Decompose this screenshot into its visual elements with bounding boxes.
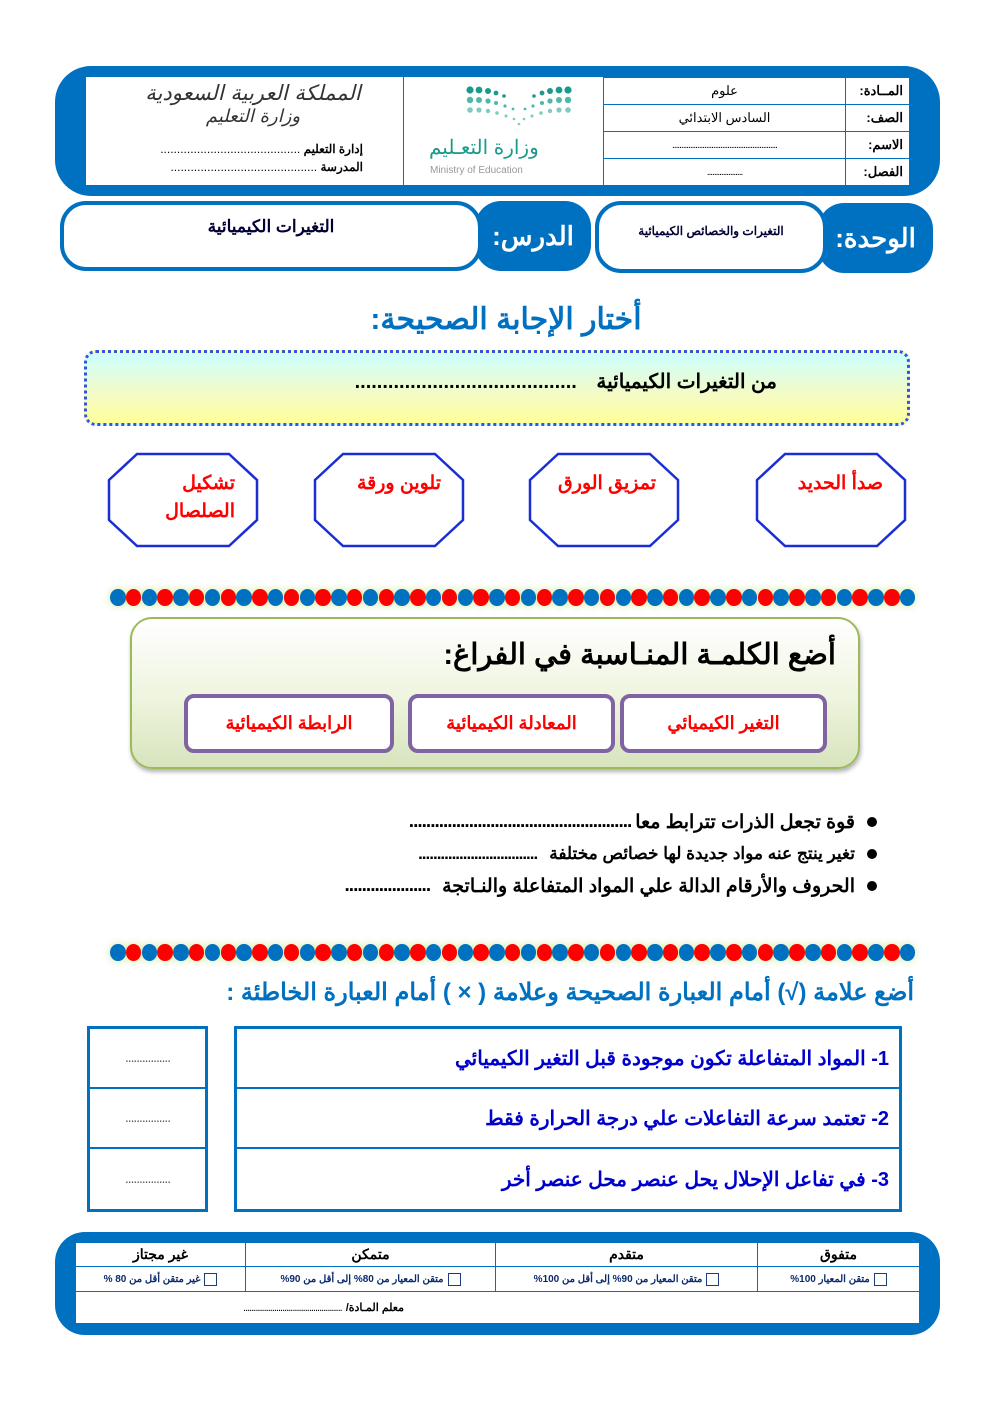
mcq-question-box bbox=[84, 350, 910, 426]
kingdom-block bbox=[85, 77, 403, 185]
bead-dot bbox=[726, 944, 742, 961]
bead-dot bbox=[252, 589, 268, 606]
grade-label: الصف: bbox=[846, 105, 910, 132]
bead-dot bbox=[900, 589, 916, 606]
ministry-title: وزارة التعليم bbox=[205, 106, 301, 127]
student-info-table bbox=[603, 77, 910, 186]
school-label: المدرسة bbox=[320, 160, 363, 174]
bead-dot bbox=[694, 944, 710, 961]
level-excellent: متفوق bbox=[758, 1243, 920, 1267]
tf-answer-3[interactable]: ................ bbox=[124, 1172, 171, 1186]
bead-dot bbox=[157, 944, 173, 961]
level-advanced: متقدم bbox=[496, 1243, 758, 1267]
bead-dot bbox=[284, 589, 300, 606]
level-proficient: متمكن bbox=[246, 1243, 496, 1267]
bead-dot bbox=[489, 944, 505, 961]
criterion-text: متقن المعيار من 80% إلى أقل من 90% bbox=[280, 1273, 444, 1285]
bead-dot bbox=[410, 589, 426, 606]
info-row-grade bbox=[604, 105, 910, 132]
bead-dot bbox=[521, 944, 537, 961]
rubric-criteria-row bbox=[76, 1267, 920, 1292]
student-info bbox=[603, 77, 910, 185]
lesson-label: الدرس: bbox=[475, 201, 591, 271]
bead-dot bbox=[679, 944, 695, 961]
checkbox-advanced[interactable] bbox=[706, 1273, 719, 1286]
bead-dot bbox=[331, 589, 347, 606]
bead-dot bbox=[142, 944, 158, 961]
tf-statement-1: 1- المواد المتفاعلة تكون موجودة قبل التغير الكيميائي bbox=[237, 1029, 899, 1089]
grade-value: السادس الابتدائي bbox=[604, 105, 846, 132]
bead-dot bbox=[694, 589, 710, 606]
name-label: الاسم: bbox=[846, 132, 910, 159]
tf-answers-table bbox=[87, 1026, 208, 1212]
fill-item bbox=[157, 805, 877, 839]
education-admin-field[interactable]: .......................................... bbox=[160, 142, 301, 156]
criterion-text: غير متقن أقل من 80 % bbox=[103, 1273, 201, 1285]
mcq-option-2[interactable] bbox=[528, 452, 680, 548]
mcq-option-label: صدأ الحديد bbox=[797, 473, 883, 494]
criterion-excellent bbox=[758, 1267, 920, 1292]
rubric-panel bbox=[75, 1242, 920, 1324]
unit-label: الوحدة: bbox=[818, 203, 933, 273]
mcq-answer-blank[interactable]: ........................................ bbox=[354, 371, 577, 393]
bead-dot bbox=[600, 944, 616, 961]
fill-item-text: قوة تجعل الذرات تترابط معا bbox=[635, 811, 855, 833]
ministry-logo bbox=[403, 77, 603, 185]
bead-dot bbox=[221, 589, 237, 606]
bead-dot bbox=[900, 944, 916, 961]
ministry-logo-icon bbox=[464, 85, 574, 129]
bead-divider bbox=[110, 940, 918, 964]
bead-dot bbox=[773, 589, 789, 606]
bead-dot bbox=[442, 944, 458, 961]
bead-dot bbox=[394, 944, 410, 961]
bead-dot bbox=[758, 944, 774, 961]
mcq-option-label: تلوين ورقة bbox=[356, 473, 441, 494]
tf-statement-3: 3- في تفاعل الإحلال يحل عنصر محل عنصر أخر bbox=[501, 1168, 889, 1191]
bead-dot bbox=[789, 944, 805, 961]
bullet-icon bbox=[867, 817, 877, 827]
fill-item-blank[interactable]: .................................................... bbox=[408, 811, 632, 832]
bead-dot bbox=[221, 944, 237, 961]
tf-section-title: أضع علامة (√) أمام العبارة الصحيحة وعلامة ( × ) أمام العبارة الخاطئة : bbox=[226, 979, 914, 1006]
bead-dot bbox=[758, 589, 774, 606]
word-chip-chemical-equation[interactable]: المعادلة الكيميائية bbox=[408, 694, 615, 753]
criterion-text: متقن المعيار 100% bbox=[790, 1273, 870, 1285]
education-admin-line bbox=[160, 142, 363, 156]
bead-dot bbox=[126, 589, 142, 606]
bead-dot bbox=[552, 944, 568, 961]
bead-dot bbox=[315, 589, 331, 606]
teacher-field[interactable]: ................................................ bbox=[243, 1301, 342, 1314]
fill-section-title: أضع الكلمـة المنـاسبة في الفراغ: bbox=[443, 639, 836, 671]
bead-dot bbox=[584, 944, 600, 961]
bead-dot bbox=[268, 944, 284, 961]
bead-dot bbox=[205, 589, 221, 606]
bead-dot bbox=[505, 589, 521, 606]
bullet-icon bbox=[867, 849, 877, 859]
tf-statements-table bbox=[234, 1026, 902, 1212]
bead-dot bbox=[315, 944, 331, 961]
level-not-passed: غير مجتاز bbox=[76, 1243, 246, 1267]
mcq-option-label: تمزيق الورق bbox=[558, 473, 656, 494]
bead-dot bbox=[600, 589, 616, 606]
teacher-label: معلم المـادة/ bbox=[345, 1302, 404, 1314]
bead-dot bbox=[537, 944, 553, 961]
bead-dot bbox=[458, 589, 474, 606]
criterion-not-passed bbox=[76, 1267, 246, 1292]
subject-label: المــادة: bbox=[846, 78, 910, 105]
tf-answer-2[interactable]: ................ bbox=[90, 1089, 205, 1149]
bead-dot bbox=[837, 589, 853, 606]
rubric-table bbox=[75, 1242, 920, 1292]
bead-dot bbox=[616, 589, 632, 606]
fill-item-text: الحروف والأرقام الدالة علي المواد المتفاعلة والنـاتجة bbox=[442, 875, 855, 897]
bead-dot bbox=[805, 589, 821, 606]
bead-dot bbox=[663, 944, 679, 961]
bead-dot bbox=[363, 944, 379, 961]
bead-dot bbox=[347, 589, 363, 606]
mcq-option-label: تشكيل الصلصال bbox=[165, 473, 235, 522]
info-row-class bbox=[604, 159, 910, 186]
bead-dot bbox=[379, 944, 395, 961]
bead-dot bbox=[773, 944, 789, 961]
info-row-subject bbox=[604, 78, 910, 105]
bead-dot bbox=[679, 589, 695, 606]
class-field[interactable]: .................... bbox=[604, 159, 846, 186]
fill-item-text: تغير ينتج عنه مواد جديدة لها خصائص مختلفة bbox=[549, 844, 855, 863]
bead-dot bbox=[379, 589, 395, 606]
bead-dot bbox=[347, 944, 363, 961]
bead-dot bbox=[458, 944, 474, 961]
bead-dot bbox=[394, 589, 410, 606]
checkbox-excellent[interactable] bbox=[874, 1273, 887, 1286]
bead-dot bbox=[157, 589, 173, 606]
bead-dot bbox=[584, 589, 600, 606]
bead-dot bbox=[205, 944, 221, 961]
bullet-icon bbox=[867, 881, 877, 891]
bead-dot bbox=[710, 944, 726, 961]
bead-dot bbox=[647, 589, 663, 606]
bead-dot bbox=[789, 589, 805, 606]
bead-dot bbox=[284, 944, 300, 961]
logo-arabic-text: وزارة التعـليم bbox=[429, 137, 539, 159]
bead-dot bbox=[363, 589, 379, 606]
bead-dot bbox=[821, 589, 837, 606]
fill-item bbox=[157, 869, 877, 903]
bead-dot bbox=[505, 944, 521, 961]
header-panel bbox=[84, 76, 911, 186]
word-chip-chemical-change[interactable]: التغير الكيميائي bbox=[620, 694, 827, 753]
bead-dot bbox=[647, 944, 663, 961]
bead-dot bbox=[631, 589, 647, 606]
bead-dot bbox=[884, 944, 900, 961]
bead-divider bbox=[110, 585, 918, 609]
criterion-proficient bbox=[246, 1267, 496, 1292]
bead-dot bbox=[173, 944, 189, 961]
checkbox-proficient[interactable] bbox=[448, 1273, 461, 1286]
lesson-value: التغيرات الكيميائية bbox=[60, 201, 482, 271]
kingdom-title: المملكة العربية السعودية bbox=[145, 81, 361, 105]
subject-value: علوم bbox=[604, 78, 846, 105]
bead-dot bbox=[300, 944, 316, 961]
bead-dot bbox=[410, 944, 426, 961]
bead-dot bbox=[442, 589, 458, 606]
bead-dot bbox=[726, 589, 742, 606]
bead-dot bbox=[884, 589, 900, 606]
fill-item-blank[interactable]: .................... bbox=[344, 875, 431, 896]
name-field[interactable]: ........................................................... bbox=[604, 132, 846, 159]
fill-item-blank[interactable]: ................................ bbox=[418, 844, 538, 863]
bead-dot bbox=[663, 589, 679, 606]
school-field[interactable]: ............................................ bbox=[170, 160, 318, 174]
bead-dot bbox=[821, 944, 837, 961]
fill-list bbox=[157, 805, 877, 903]
bead-dot bbox=[742, 944, 758, 961]
bead-dot bbox=[110, 944, 126, 961]
tf-answer-1[interactable]: ................ bbox=[90, 1029, 205, 1089]
class-label: الفصل: bbox=[846, 159, 910, 186]
bead-dot bbox=[742, 589, 758, 606]
bead-dot bbox=[189, 944, 205, 961]
mcq-question bbox=[355, 369, 777, 394]
mcq-option-3[interactable] bbox=[313, 452, 465, 548]
bead-dot bbox=[868, 589, 884, 606]
word-chip-chemical-bond[interactable]: الرابطة الكيميائية bbox=[184, 694, 394, 753]
bead-dot bbox=[268, 589, 284, 606]
bead-dot bbox=[852, 944, 868, 961]
bead-dot bbox=[473, 589, 489, 606]
bead-dot bbox=[837, 944, 853, 961]
mcq-section-title: أختار الإجابة الصحيحة: bbox=[370, 303, 642, 336]
mcq-question-text: من التغيرات الكيميائية bbox=[596, 371, 777, 393]
bead-dot bbox=[426, 589, 442, 606]
bead-dot bbox=[868, 944, 884, 961]
tf-statement-2: 2- تعتمد سرعة التفاعلات علي درجة الحرارة فقط bbox=[237, 1089, 899, 1149]
bead-dot bbox=[331, 944, 347, 961]
bead-dot bbox=[252, 944, 268, 961]
bead-dot bbox=[236, 589, 252, 606]
checkbox-not-passed[interactable] bbox=[204, 1273, 217, 1286]
bead-dot bbox=[300, 589, 316, 606]
bead-dot bbox=[189, 589, 205, 606]
bead-dot bbox=[852, 589, 868, 606]
bead-dot bbox=[236, 944, 252, 961]
bead-dot bbox=[805, 944, 821, 961]
rubric-heading-row bbox=[76, 1243, 920, 1267]
school-line bbox=[170, 160, 363, 174]
education-admin-label: إدارة التعليم bbox=[303, 142, 363, 156]
criterion-text: متقن المعيار من 90% إلى أقل من 100% bbox=[533, 1273, 703, 1285]
fill-item bbox=[157, 839, 877, 869]
bead-dot bbox=[710, 589, 726, 606]
mcq-option-1[interactable] bbox=[755, 452, 907, 548]
kingdom-emblem-text bbox=[123, 81, 383, 129]
mcq-option-4[interactable] bbox=[107, 452, 259, 548]
criterion-advanced bbox=[496, 1267, 758, 1292]
bead-dot bbox=[426, 944, 442, 961]
bead-dot bbox=[521, 589, 537, 606]
bead-dot bbox=[142, 589, 158, 606]
bead-dot bbox=[537, 589, 553, 606]
teacher-signature-row bbox=[75, 1292, 920, 1324]
bead-dot bbox=[616, 944, 632, 961]
bead-dot bbox=[631, 944, 647, 961]
bead-dot bbox=[489, 589, 505, 606]
bead-dot bbox=[173, 589, 189, 606]
info-row-name bbox=[604, 132, 910, 159]
bead-dot bbox=[110, 589, 126, 606]
bead-dot bbox=[126, 944, 142, 961]
bead-dot bbox=[568, 589, 584, 606]
bead-dot bbox=[552, 589, 568, 606]
unit-value: التغيرات والخصائص الكيميائية bbox=[595, 201, 827, 273]
bead-dot bbox=[473, 944, 489, 961]
bead-dot bbox=[568, 944, 584, 961]
logo-english-text: Ministry of Education bbox=[430, 165, 523, 176]
